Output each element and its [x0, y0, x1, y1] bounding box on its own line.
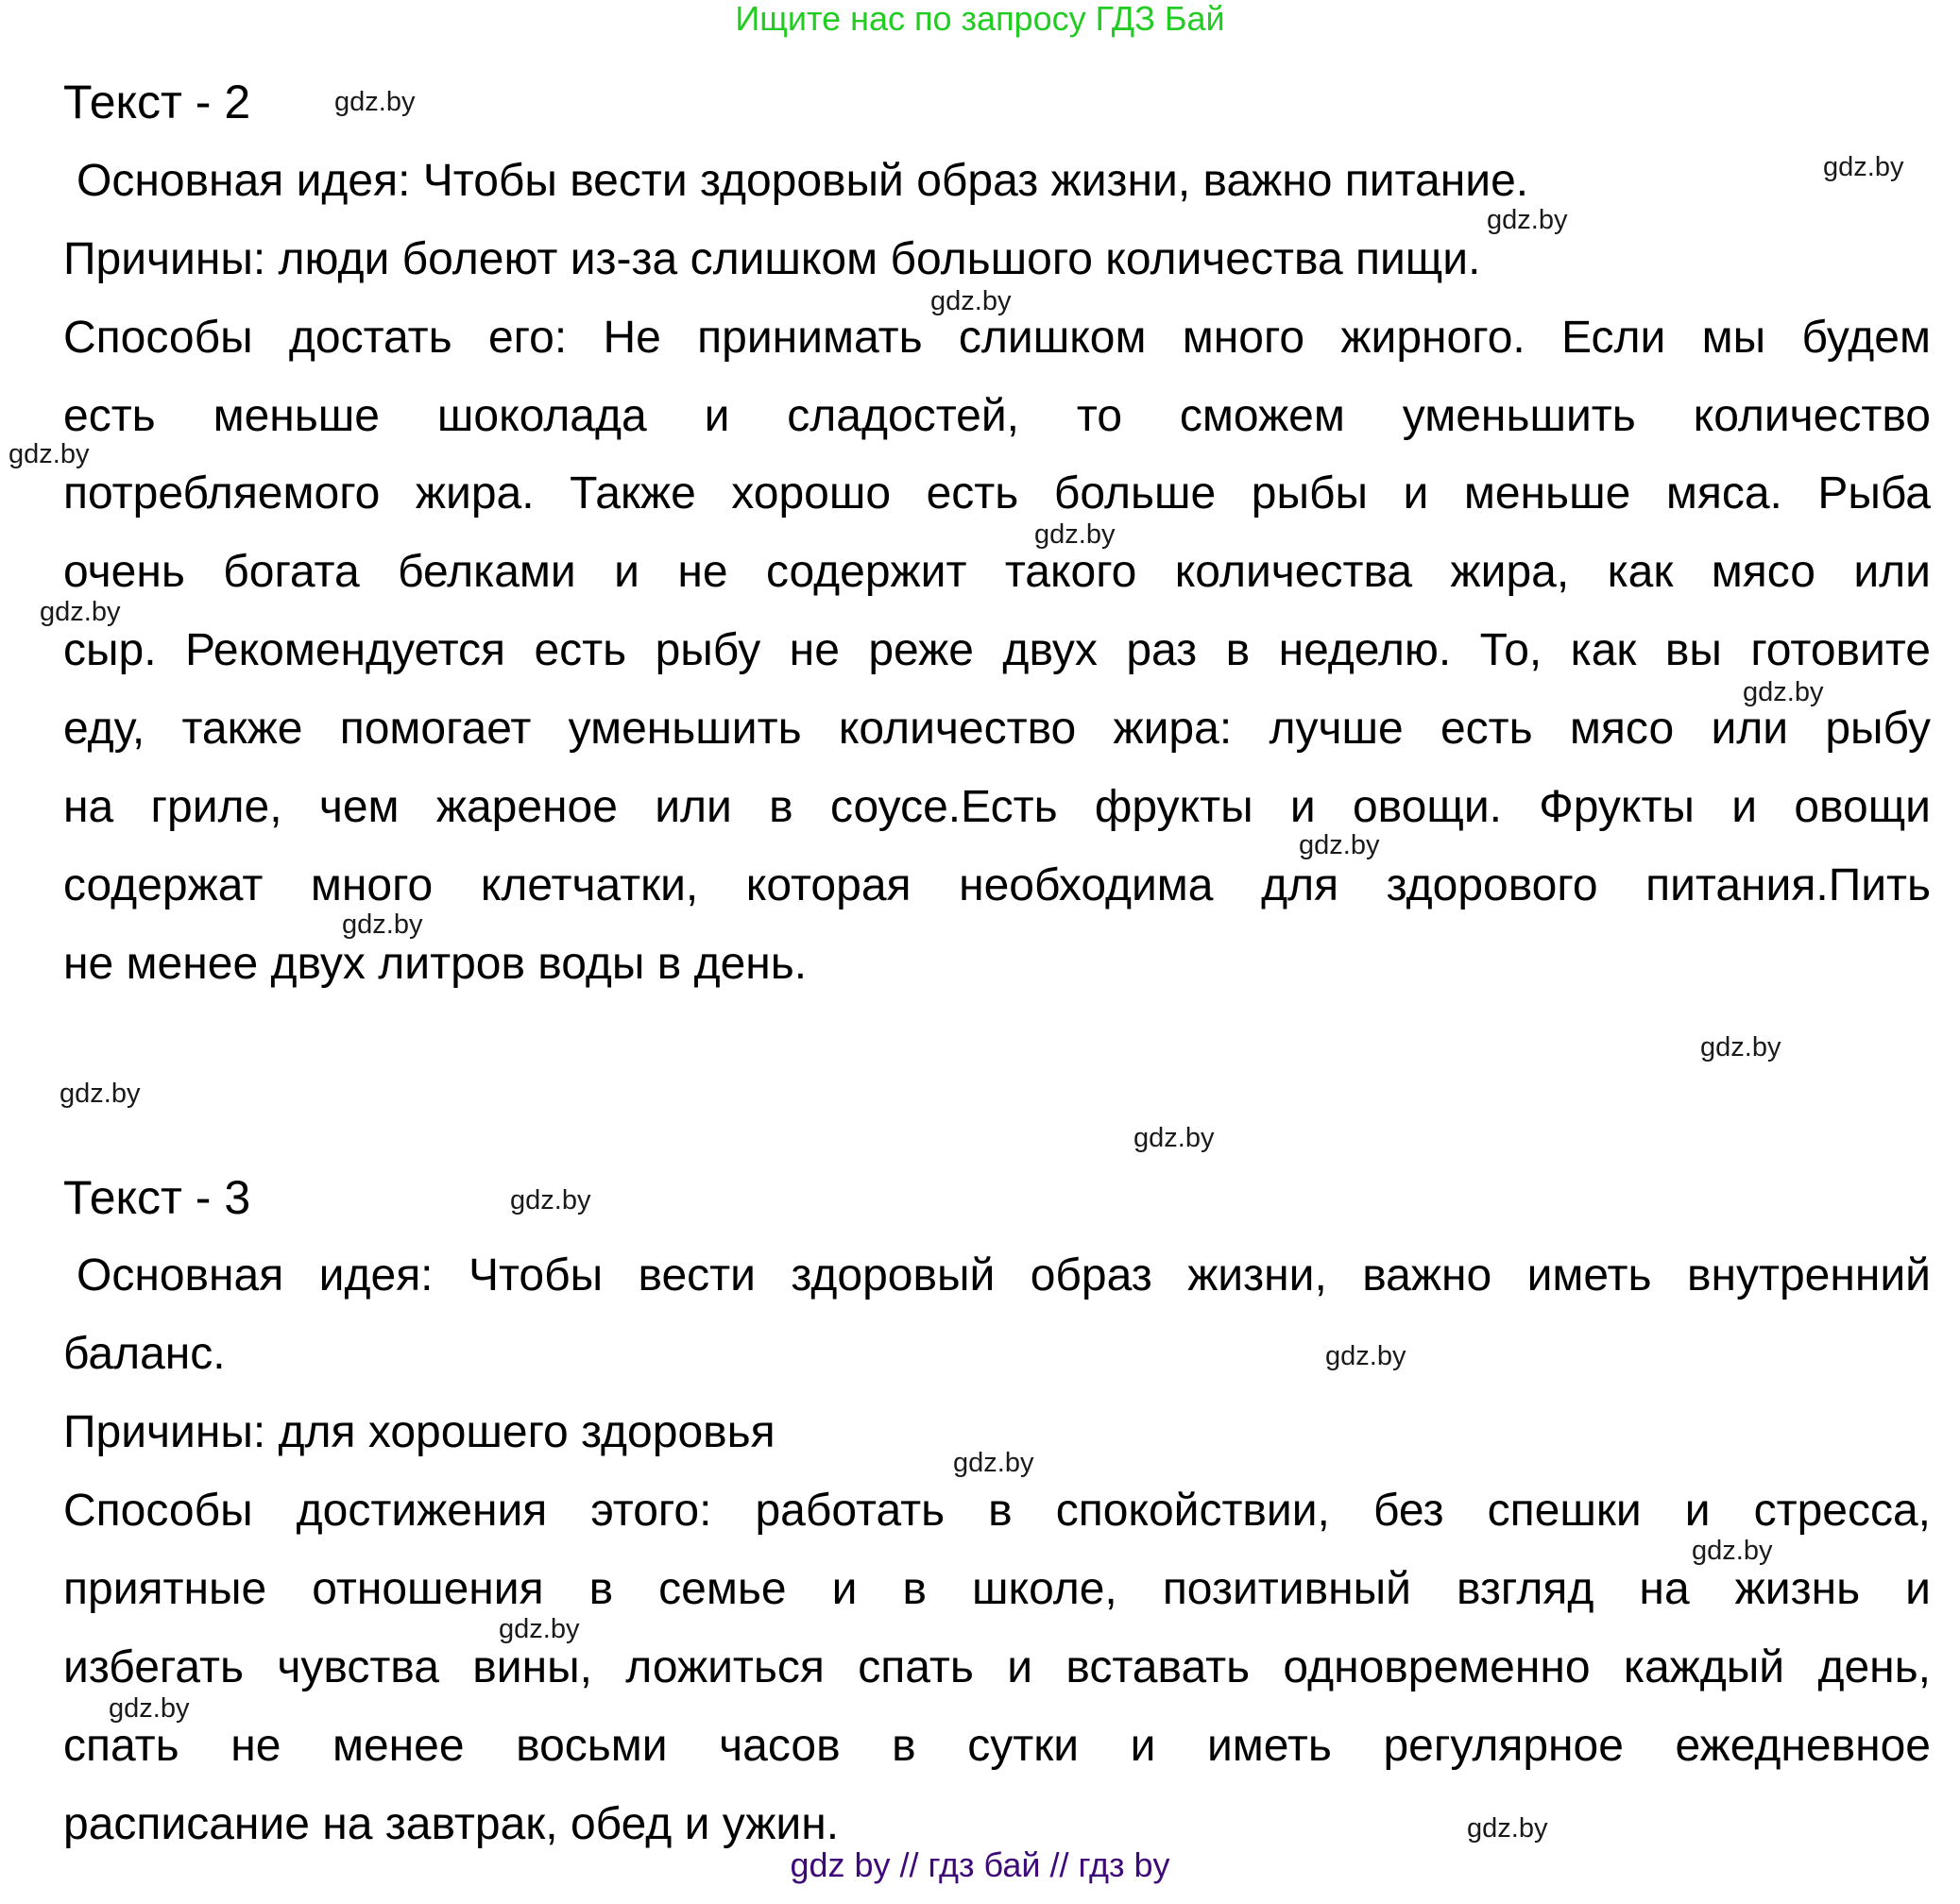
section-title-text-3: Текст - 3	[63, 1171, 251, 1224]
watermark: gdz.by	[1487, 205, 1568, 235]
watermark: gdz.by	[1743, 677, 1824, 707]
watermark: gdz.by	[9, 439, 90, 469]
text3-reasons: Причины: для хорошего здоровья	[63, 1407, 775, 1457]
text2-methods-line: Способы достать его: Не принимать слишком много жирного. Если мы будем	[63, 313, 1931, 363]
watermark: gdz.by	[510, 1185, 591, 1216]
watermark: gdz.by	[1823, 152, 1904, 182]
section-title-text-2: Текст - 2	[63, 76, 251, 128]
watermark: gdz.by	[1133, 1123, 1215, 1153]
watermark: gdz.by	[1700, 1032, 1781, 1062]
text3-methods-line: спать не менее восьми часов в сутки и иметь регулярное ежедневное	[63, 1721, 1931, 1771]
site-footer-links: gdz by // гдз бай // гдз by	[790, 1845, 1170, 1884]
text3-methods-line: избегать чувства вины, ложиться спать и вставать одновременно каждый день,	[63, 1642, 1931, 1692]
text2-main-idea: Основная идея: Чтобы вести здоровый образ жизни, важно питание.	[77, 156, 1529, 206]
watermark: gdz.by	[1034, 519, 1116, 550]
watermark: gdz.by	[499, 1614, 580, 1644]
text2-methods-line: содержат много клетчатки, которая необходима для здорового питания.Пить	[63, 860, 1931, 910]
watermark: gdz.by	[1467, 1813, 1548, 1844]
text3-methods-line: расписание на завтрак, обед и ужин.	[63, 1799, 840, 1849]
watermark: gdz.by	[1692, 1536, 1773, 1566]
text3-methods-line: Способы достижения этого: работать в спокойствии, без спешки и стресса,	[63, 1486, 1931, 1536]
watermark: gdz.by	[1325, 1341, 1406, 1371]
watermark: gdz.by	[342, 910, 423, 940]
search-hint-banner: Ищите нас по запросу ГДЗ Бай	[735, 0, 1225, 38]
text2-reasons: Причины: люди болеют из-за слишком большого количества пищи.	[63, 234, 1481, 284]
text3-methods-line: приятные отношения в семье и в школе, позитивный взгляд на жизнь и	[63, 1564, 1931, 1614]
text2-methods-line: не менее двух литров воды в день.	[63, 939, 808, 989]
text2-methods-line: на гриле, чем жареное или в соусе.Есть фрукты и овощи. Фрукты и овощи	[63, 782, 1931, 832]
watermark: gdz.by	[1299, 830, 1380, 860]
watermark: gdz.by	[334, 87, 416, 117]
text2-methods-line: есть меньше шоколада и сладостей, то сможем уменьшить количество	[63, 391, 1931, 441]
text3-main-idea: Основная идея: Чтобы вести здоровый образ жизни, важно иметь внутренний	[77, 1250, 1931, 1300]
text2-methods-line: потребляемого жира. Также хорошо есть больше рыбы и меньше мяса. Рыба	[63, 468, 1931, 518]
text3-main-idea-cont: баланс.	[63, 1329, 226, 1379]
watermark: gdz.by	[40, 597, 121, 627]
text2-methods-line: еду, также помогает уменьшить количество жира: лучше есть мясо или рыбу	[63, 704, 1931, 754]
text2-methods-line: сыр. Рекомендуется есть рыбу не реже двух раз в неделю. То, как вы готовите	[63, 625, 1931, 675]
watermark: gdz.by	[109, 1693, 190, 1724]
text2-methods-line: очень богата белками и не содержит такого количества жира, как мясо или	[63, 547, 1931, 597]
watermark: gdz.by	[60, 1079, 141, 1109]
watermark: gdz.by	[953, 1448, 1034, 1478]
watermark: gdz.by	[930, 286, 1012, 316]
